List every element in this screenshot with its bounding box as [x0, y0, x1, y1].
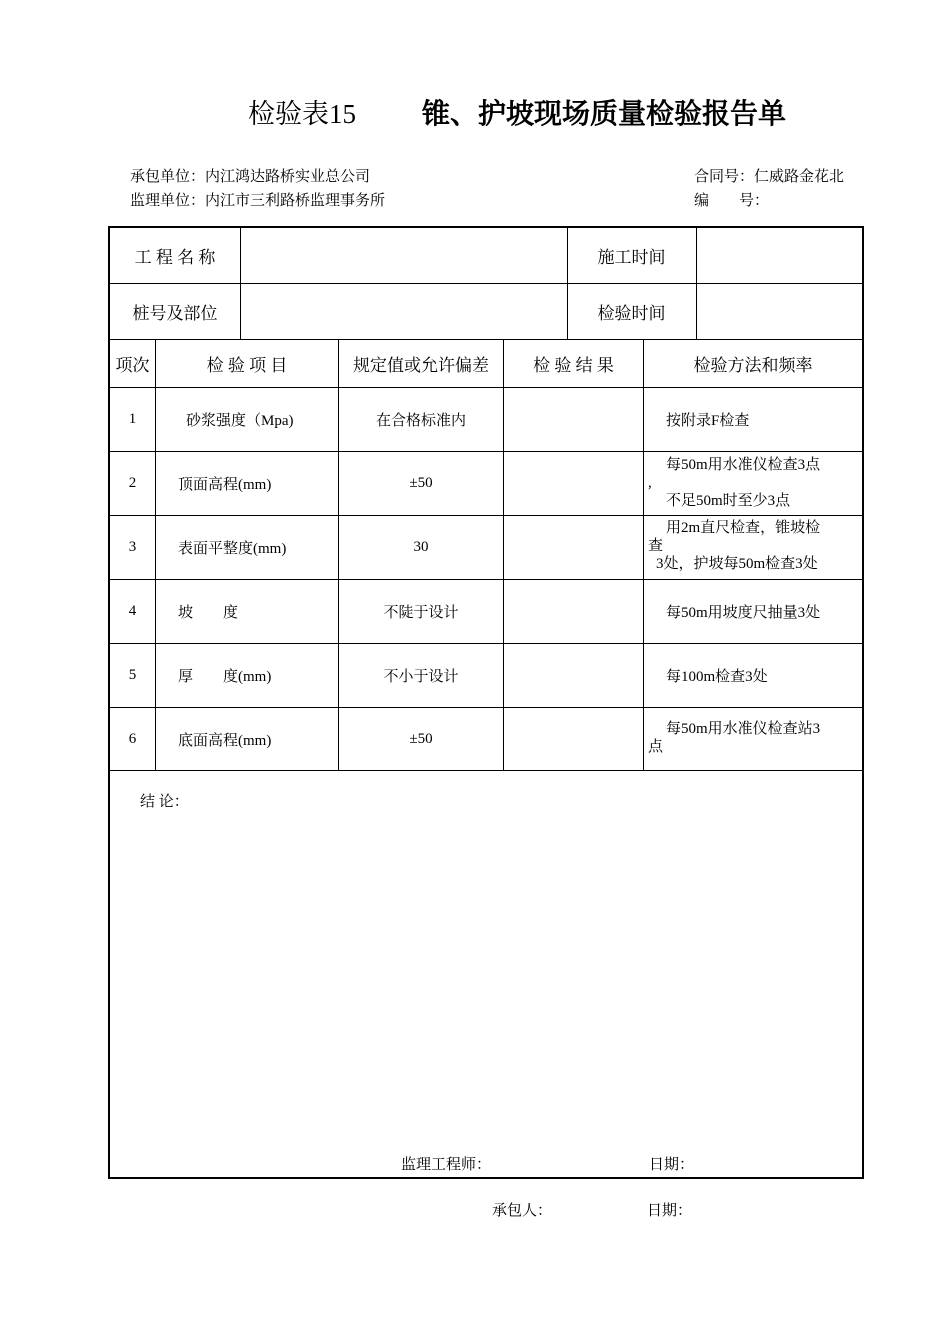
conclusion-label: 结 论：: [140, 794, 189, 810]
row-number: 3: [128, 539, 137, 555]
supervising-engineer-label: 监理工程师：: [401, 1157, 492, 1173]
supervisor-value: 内江市三利路桥监理事务所: [205, 193, 386, 209]
inspection-form: [108, 226, 864, 1179]
column-header: 规定值或允许偏差: [353, 356, 489, 375]
row-result[interactable]: [504, 708, 643, 770]
project-name-value[interactable]: [241, 228, 567, 283]
row-spec: 在合格标准内: [375, 413, 466, 429]
column-header: 项次: [115, 356, 150, 375]
row-spec: 不陡于设计: [383, 605, 459, 621]
row-number: 1: [128, 411, 137, 427]
project-name-label: 工 程 名 称: [134, 248, 216, 267]
row-item: 表面平整度(mm): [178, 541, 287, 557]
row-item: 砂浆强度（Mpa): [186, 413, 294, 429]
row-result[interactable]: [504, 388, 643, 451]
row-method: 每50m用水准仪检查3点 , 不足50m时至少3点: [648, 457, 821, 509]
engineer-date-label: 日期：: [649, 1157, 695, 1173]
row-number: 2: [128, 475, 137, 491]
station-value[interactable]: [241, 284, 567, 339]
supervisor-line: [130, 189, 385, 210]
contract-no-value: 仁威路金花北: [754, 169, 845, 185]
row-method: 每100m检查3处: [666, 669, 768, 685]
construction-time-label: 施工时间: [597, 248, 666, 267]
row-spec: 不小于设计: [383, 669, 459, 685]
row-number: 5: [128, 667, 137, 683]
row-method: 每50m用坡度尺抽量3处: [666, 605, 821, 621]
column-header: 检验方法和频率: [693, 356, 813, 375]
row-item: 坡 度: [178, 605, 239, 621]
row-method: 每50m用水准仪检查站3 点: [648, 721, 821, 755]
row-item: 厚 度(mm): [178, 669, 272, 685]
inspection-time-label: 检验时间: [597, 304, 666, 323]
contract-no-line: [694, 165, 844, 186]
form-number: 检验表15: [248, 99, 356, 129]
row-item: 底面高程(mm): [178, 732, 272, 749]
row-method: 用2m直尺检查，锥坡检 查 3处，护坡每50m检查3处: [648, 520, 821, 572]
station-label: 桩号及部位: [132, 304, 218, 323]
row-spec: ±50: [409, 730, 433, 747]
row-number: 6: [128, 730, 137, 747]
contract-no-label: 合同号：: [694, 169, 755, 185]
row-number: 4: [128, 603, 137, 619]
row-result[interactable]: [504, 452, 643, 515]
row-item: 顶面高程(mm): [178, 477, 272, 493]
column-header: 检 验 项 目: [206, 356, 288, 375]
contractor-person-label: 承包人：: [492, 1203, 553, 1219]
row-spec: 30: [413, 539, 429, 555]
contractor-value: 内江鸿达路桥实业总公司: [205, 169, 371, 185]
page-title: 锥、护坡现场质量检验报告单: [422, 99, 787, 130]
row-result[interactable]: [504, 644, 643, 707]
contractor-date-label: 日期：: [647, 1203, 693, 1219]
row-result[interactable]: [504, 580, 643, 643]
row-spec: ±50: [409, 475, 433, 491]
contractor-label: 承包单位：: [130, 169, 206, 185]
supervisor-label: 监理单位：: [130, 193, 206, 209]
row-result[interactable]: [504, 516, 643, 579]
serial-no-label: 编 号：: [694, 193, 770, 209]
row-method: 按附录F检查: [666, 413, 750, 429]
column-header: 检 验 结 果: [533, 356, 614, 375]
contractor-line: [130, 165, 370, 186]
construction-time-value[interactable]: [697, 228, 862, 283]
inspection-time-value[interactable]: [697, 284, 862, 339]
